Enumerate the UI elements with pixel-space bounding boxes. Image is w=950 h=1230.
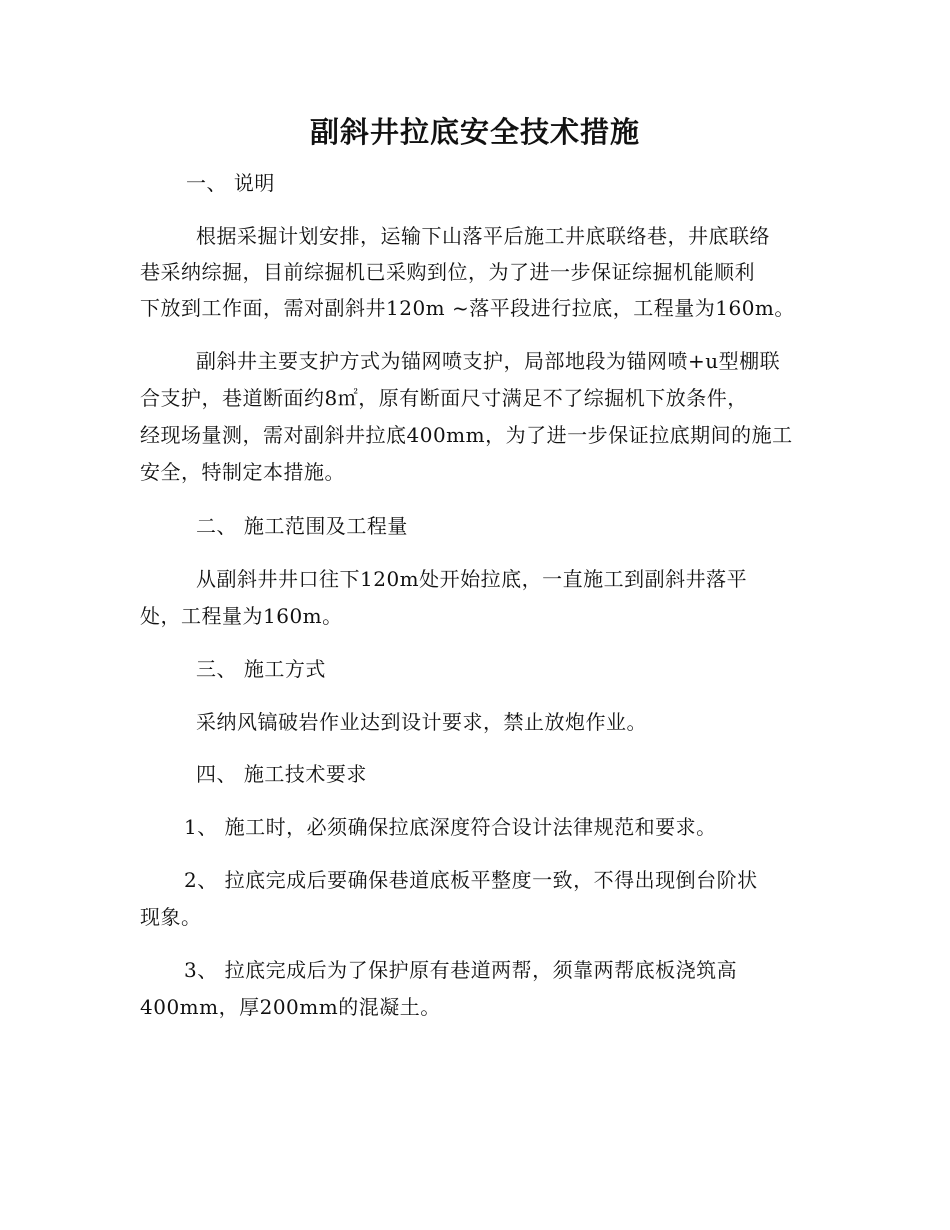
section-heading-2: 二、 施工范围及工程量 <box>196 514 408 538</box>
paragraph-line: 从副斜井井口往下120m处开始拉底，一直施工到副斜井落平 <box>196 567 748 591</box>
numbered-item-2: 2、 拉底完成后要确保巷道底板平整度一致，不得出现倒台阶状 <box>184 868 758 892</box>
paragraph-line: 下放到工作面，需对副斜井120m ~落平段进行拉底，工程量为160m。 <box>140 296 795 320</box>
section-heading-4: 四、 施工技术要求 <box>196 762 367 786</box>
paragraph-line: 安全，特制定本措施。 <box>140 460 345 484</box>
paragraph-line: 巷采纳综掘，目前综掘机已采购到位，为了进一步保证综掘机能顺利 <box>140 260 755 284</box>
numbered-item-3: 3、 拉底完成后为了保护原有巷道两帮，须靠两帮底板浇筑高 <box>184 958 738 982</box>
paragraph-line: 400mm，厚200mm的混凝土。 <box>140 995 441 1019</box>
paragraph-line: 采纳风镐破岩作业达到设计要求，禁止放炮作业。 <box>196 710 647 734</box>
numbered-item-1: 1、 施工时，必须确保拉底深度符合设计法律规范和要求。 <box>184 815 717 839</box>
paragraph-line: 现象。 <box>140 905 202 929</box>
paragraph-line: 根据采掘计划安排，运输下山落平后施工井底联络巷，井底联络 <box>196 224 770 248</box>
paragraph-line: 合支护，巷道断面约8㎡，原有断面尺寸满足不了综掘机下放条件， <box>140 386 748 410</box>
section-heading-1: 一、 说明 <box>186 171 275 195</box>
paragraph-line: 经现场量测，需对副斜井拉底400mm，为了进一步保证拉底期间的施工 <box>140 423 793 447</box>
section-heading-3: 三、 施工方式 <box>196 657 326 681</box>
paragraph-line: 处，工程量为160m。 <box>140 604 343 628</box>
paragraph-line: 副斜井主要支护方式为锚网喷支护，局部地段为锚网喷+u型棚联 <box>196 349 781 373</box>
document-title: 副斜井拉底安全技术措施 <box>309 115 640 149</box>
